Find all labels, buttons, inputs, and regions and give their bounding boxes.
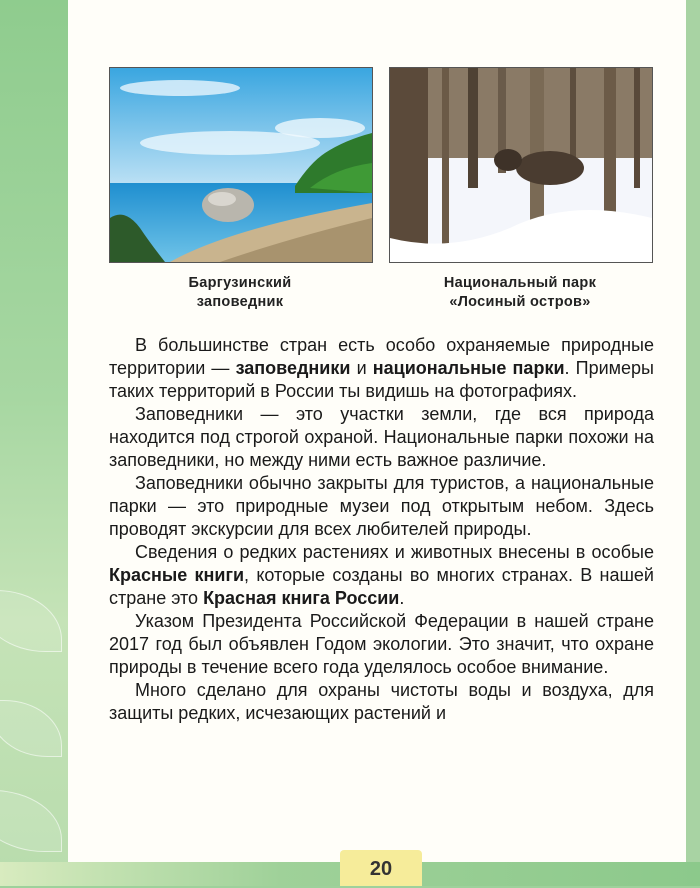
caption-line: Национальный парк (443, 275, 597, 291)
bold-term: национальные парки (372, 358, 565, 378)
background-right (686, 0, 700, 886)
text-run: . (399, 588, 405, 608)
body-text (109, 334, 654, 725)
text-run: Много сделано для охраны чистоты воды и воздуха, для защиты редких, исчезающих растений и (109, 680, 654, 723)
text-run: , которые созданы во многих странах. В нашей стране это (109, 565, 654, 608)
text-run: Заповедники — это участки земли, где вся природа находится под строгой охраной. Национальные парки похожи на заповедники, но между ними есть важное различие. (109, 404, 654, 470)
paragraph (109, 541, 654, 610)
text-run: и (350, 358, 373, 378)
page-number: 20 (340, 850, 422, 886)
paragraph (109, 610, 654, 679)
leaf-decoration (0, 790, 62, 852)
text-run: В большинстве стран есть особо охраняемые природные территории — (109, 335, 654, 378)
bold-term: Красная книга России (203, 588, 400, 608)
bold-term: Красные книги (109, 565, 245, 585)
photo-barguzin-reserve (109, 67, 373, 263)
text-run: . Примеры таких территорий в России ты видишь на фотографиях. (109, 358, 654, 401)
paragraph (109, 472, 654, 541)
bold-term: заповедники (235, 358, 351, 378)
text-run: Указом Президента Российской Федерации в нашей стране 2017 год был объявлен Годом экологии. Это значит, что охране природы в течение всего года уделялось особое внимание. (109, 611, 654, 677)
paragraph (109, 403, 654, 472)
photo-losiny-ostrov-park (389, 67, 653, 263)
caption-line: Баргузинский (188, 275, 292, 291)
text-run: Заповедники обычно закрыты для туристов, а национальные парки — это природные музеи под открытым небом. Здесь проводят экскурсии для всех любителей природы. (109, 473, 654, 539)
photo-caption-right (389, 274, 651, 312)
photo-caption-left (109, 274, 371, 312)
leaf-decoration (0, 700, 62, 757)
paragraph (109, 334, 654, 403)
background-left (0, 0, 70, 886)
paragraph (109, 679, 654, 725)
caption-line: «Лосиный остров» (449, 294, 591, 310)
text-run: Сведения о редких растениях и животных внесены в особые (135, 542, 654, 562)
caption-line: заповедник (196, 294, 284, 310)
leaf-decoration (0, 590, 62, 652)
